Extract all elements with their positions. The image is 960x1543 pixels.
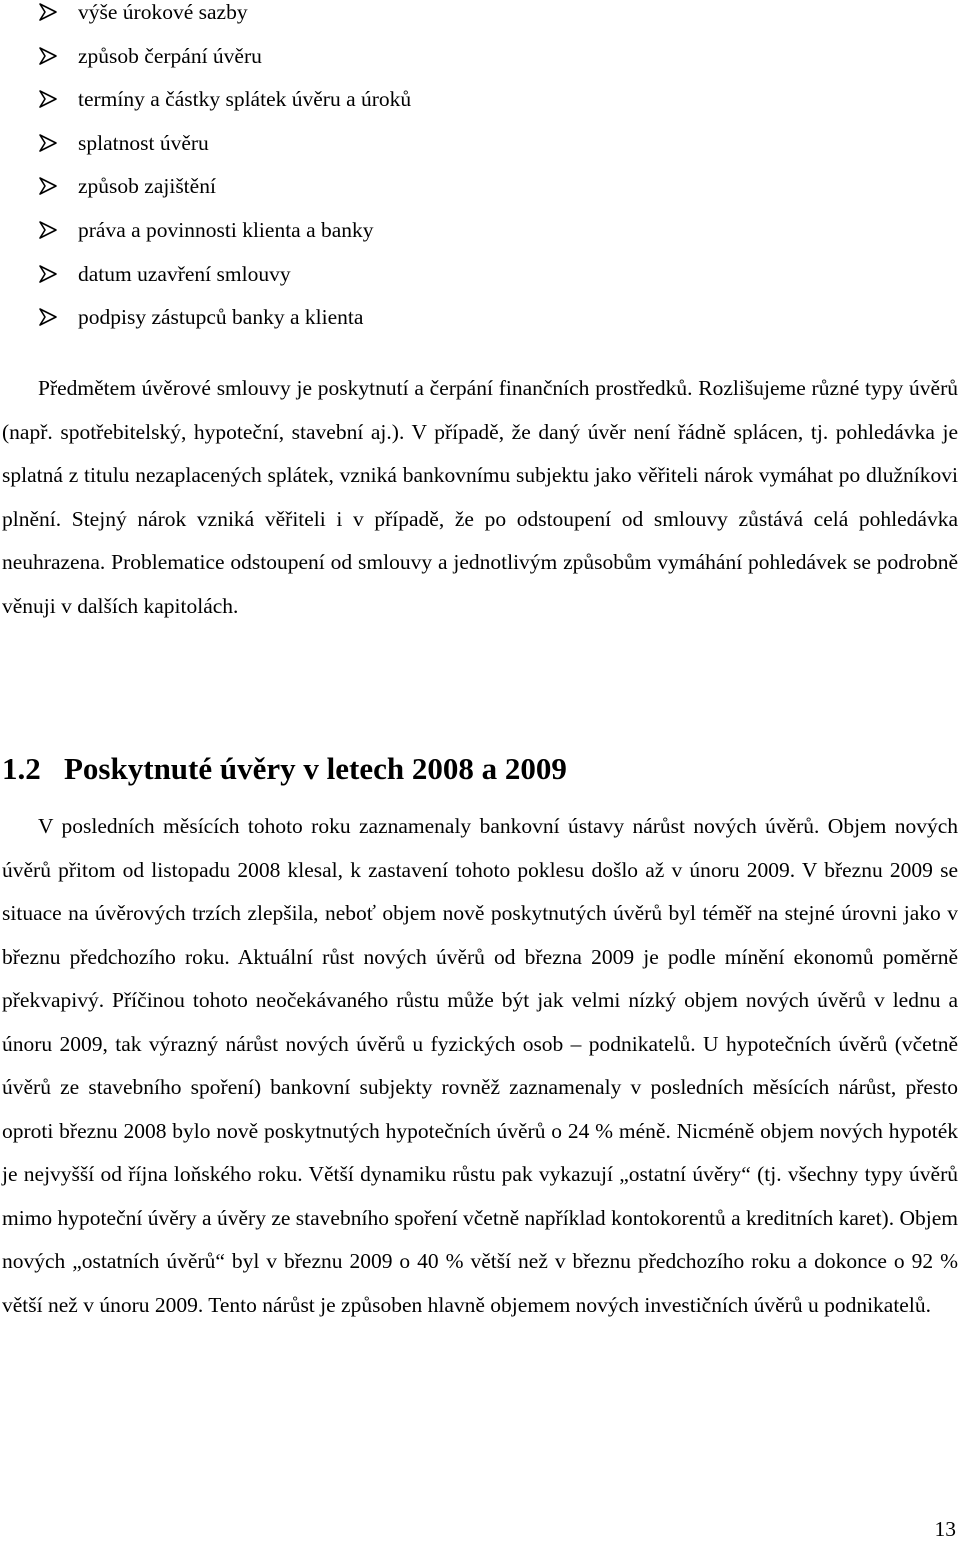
list-item-text: způsob čerpání úvěru [78, 43, 262, 68]
arrow-bullet-icon [38, 220, 58, 240]
list-item-text: datum uzavření smlouvy [78, 261, 291, 286]
list-item-text: splatnost úvěru [78, 130, 209, 155]
list-item [38, 131, 938, 175]
list-item [38, 305, 938, 349]
list-item [38, 174, 938, 218]
arrow-bullet-icon [38, 2, 58, 22]
arrow-bullet-icon [38, 89, 58, 109]
list-item-text: podpisy zástupců banky a klienta [78, 305, 364, 330]
body-paragraph: V posledních měsících tohoto roku zaznamenaly bankovní ústavy nárůst nových úvěrů. Objem nových úvěrů přitom od listopadu 2008 klesal, k zastavení tohoto poklesu došlo až v únoru 2009. V březnu 2009 se situace na úvěrových trzích zlepšila, neboť objem nově poskytnutých úvěrů byl téměř na stejné úrovni jako v březnu předchozího roku. Aktuální růst nových úvěrů od března 2009 je podle mínění ekonomů poměrně překvapivý. Příčinou tohoto neočekávaného růstu může být jak velmi nízký objem nových úvěrů v lednu a únoru 2009, tak výrazný nárůst nových úvěrů u fyzických osob – podnikatelů. U hypotečních úvěrů (včetně úvěrů ze stavebního spoření) bankovní subjekty rovněž zaznamenaly v posledních měsících nárůst, přesto oproti březnu 2008 bylo nově poskytnutých hypotečních úvěrů o 24 % méně. Nicméně objem nových hypoték je nejvyšší od října loňského roku. Větší dynamiku růstu pak vykazují „ostatní úvěry“ (tj. všechny typy úvěrů mimo hypoteční úvěry a úvěry ze stavebního spoření včetně například kontokorentů a kreditních karet). Objem nových „ostatních úvěrů“ byl v březnu 2009 o 40 % větší než v březnu předchozího roku a dokonce o 92 % větší než v únoru 2009. Tento nárůst je způsoben hlavně objemem nových investičních úvěrů u podnikatelů. [2, 814, 958, 1317]
body-paragraph: Předmětem úvěrové smlouvy je poskytnutí a čerpání finančních prostředků. Rozlišujeme různé typy úvěrů (např. spotřebitelský, hypoteční, stavební aj.). V případě, že daný úvěr není řádně splácen, tj. pohledávka je splatná z titulu nezaplacených splátek, vzniká bankovnímu subjektu jako věřiteli nárok vymáhat po dlužníkovi plnění. Stejný nárok vzniká věřiteli i v případě, že po odstoupení od smlouvy zůstává celá pohledávka neuhrazena. Problematice odstoupení od smlouvy a jednotlivým způsobům vymáhání pohledávek se podrobně věnuji v dalších kapitolách. [2, 376, 958, 618]
list-item [38, 262, 938, 306]
list-item-text: termíny a částky splátek úvěru a úroků [78, 87, 412, 112]
section-title: Poskytnuté úvěry v letech 2008 a 2009 [64, 751, 567, 786]
list-item [38, 44, 938, 88]
list-item [38, 218, 938, 262]
list-item-text: práva a povinnosti klienta a banky [78, 217, 374, 242]
list-item-text: výše úrokové sazby [78, 0, 248, 24]
arrow-bullet-icon [38, 176, 58, 196]
bullet-list [38, 0, 938, 349]
arrow-bullet-icon [38, 307, 58, 327]
page-number: 13 [934, 1517, 956, 1541]
section-heading [2, 747, 567, 791]
section-number: 1.2 [2, 751, 41, 786]
list-item-text: způsob zajištění [78, 174, 216, 199]
arrow-bullet-icon [38, 133, 58, 153]
arrow-bullet-icon [38, 264, 58, 284]
arrow-bullet-icon [38, 46, 58, 66]
list-item [38, 0, 938, 44]
list-item [38, 87, 938, 131]
